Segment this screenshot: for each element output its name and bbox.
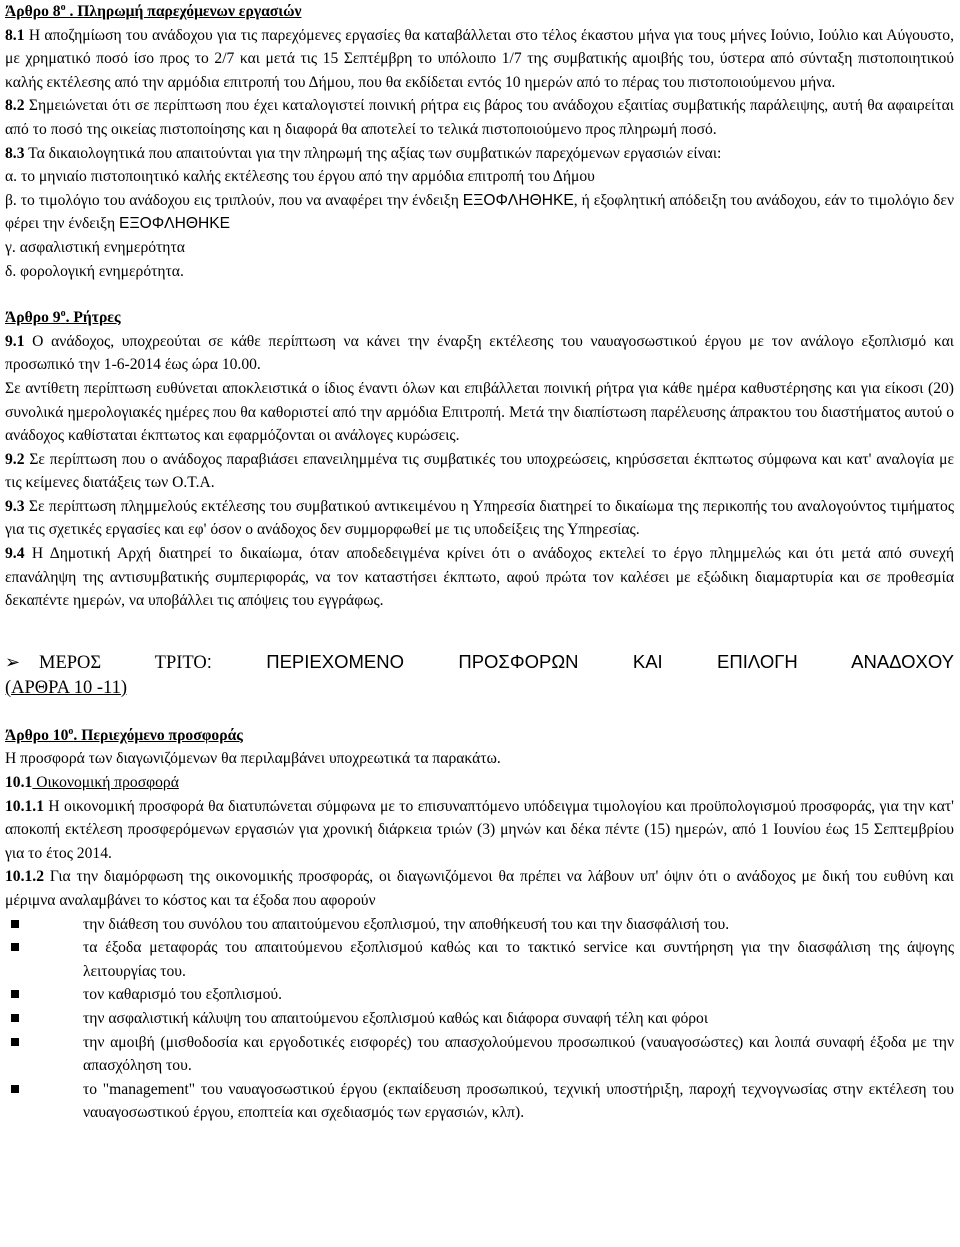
paragraph-number: 8.3 [5, 144, 25, 162]
heading-text: Άρθρο 9 [5, 309, 61, 327]
spacer [5, 283, 954, 306]
heading-text: . Πληρωμή παρεχόμενων εργασιών [65, 3, 302, 20]
paragraph-text: Σημειώνεται ότι σε περίπτωση που έχει καταλογιστεί ποινική ρήτρα εις βάρος του ανάδοχου εξαιτίας συμβατικής παράλειψης, αυτή θα αφαιρείται από το ποσό της οικείας πιστοποίησης και η διαφορά θα αποτελεί το τελικά πιστοποιούμενο προς πληρωμή ποσό. [5, 97, 954, 138]
list-item-d: δ. φορολογική ενημερότητα. [5, 262, 184, 280]
paragraph-9-1 [5, 330, 954, 377]
paragraph-8-1 [5, 24, 954, 95]
paragraph-number: 8.2 [5, 97, 25, 115]
list-item-b [5, 189, 954, 236]
title-text: ΜΕΡΟΣ ΤΡΙΤΟ [39, 652, 207, 673]
item-text: ΕΞΟΦΛΗΘΗΚΕ [119, 215, 231, 233]
arrow-bullet-icon: ➢ [5, 651, 21, 672]
paragraph-text: Η Δημοτική Αρχή διατηρεί το δικαίωμα, όταν αποδεδειγμένα κρίνει ότι ο ανάδοχος εκτελεί το έργο πλημμελώς και ότι μετά από συνεχή επανάληψη της αντισυμβατικής συμπεριφοράς, να τον καταστήσει έκπτωτο, αφού πρώτα τον καλέσει με εξώδικη διαμαρτυρία και σε προθεσμία δεκαπέντε ημερών, να υποβάλλει τις απόψεις του εγγράφως. [5, 545, 954, 610]
part-three-title [39, 649, 954, 676]
article-9-heading [5, 306, 954, 330]
paragraph-text: Ο ανάδοχος, υποχρεούται σε κάθε περίπτωση να κάνει την έναρξη εκτέλεσης του ναυαγοσωστικού έργου με τον ανάλογο εξοπλισμό και προσωπικό την 1-6-2014 έως ώρα 10.00. [5, 332, 954, 374]
paragraph-10-1-1 [5, 795, 954, 866]
list-item-a: α. το μηνιαίο πιστοποιητικό καλής εκτέλεσης του έργου από την αρμόδια επιτροπή του Δήμου [5, 168, 595, 186]
paragraph-number: 9.2 [5, 450, 25, 468]
article-8-heading [5, 0, 954, 24]
part-three-subtitle: (ΑΡΘΡΑ 10 -11) [5, 677, 128, 698]
paragraph-text: Η αποζημίωση του ανάδοχου για τις παρεχόμενες εργασίες θα καταβάλλεται στο τέλος έκαστου μήνα για τους μήνες Ιούνιο, Ιούλιο και Αύγουστο, με χρηματικό ποσό ίσο προς το 2/7 και μετά τις 15 Σεπτέμβρη το υπόλοιπο 1/7 της συμβατικής αμοιβής του, ύστερα από σύνταξη πιστοποιητικού καλής εκτέλεσης από την αρμόδια επιτροπή του Δήμου, που θα εκδίδεται εντός 10 ημερών από το πέρας του πιστοποιούμενου μήνα. [5, 26, 954, 91]
spacer [5, 613, 954, 636]
list-item: το "management" του ναυαγοσωστικού έργου (εκπαίδευση προσωπικού, τεχνική υποστήριξη, παροχή τεχνογνωσίας στην εκτέλεση του ναυαγοσωστικού έργου, εποπτεία και σχεδιασμός των εργασιών, κλπ). [83, 1078, 954, 1125]
paragraph-9-1-continued: Σε αντίθετη περίπτωση ευθύνεται αποκλειστικά ο ίδιος έναντι όλων και επιβάλλεται ποινική ρήτρα για κάθε ημέρα καθυστέρησης και για είκοσι (20) συνολικά ημερολογιακές ημέρες που θα καθοριστεί από την αρμόδια Επιτροπή. Μετά την διαπίστωση παρέλευσης άπρακτου του διαστήματος αυτού ο ανάδοχος καθίσταται έκπτωτος και εφαρμόζονται οι ανάλογες κυρώσεις. [5, 379, 954, 445]
paragraph-9-3 [5, 495, 954, 542]
paragraph-9-4 [5, 542, 954, 613]
item-text: ΕΞΟΦΛΗΘΗΚΕ [462, 191, 574, 209]
list-item: τον καθαρισμό του εξοπλισμού. [83, 983, 954, 1007]
section-10-1-heading [5, 771, 954, 795]
section-number: 10.1 [5, 774, 33, 792]
paragraph-text: Σε περίπτωση που ο ανάδοχος παραβιάσει επανειλημμένα τις συμβατικές του υποχρεώσεις, κηρύσσεται έκπτωτος σύμφωνα και κατ' αναλογία με τις κείμενες διατάξεις των Ο.Τ.Α. [5, 450, 954, 492]
article-10-intro: Η προσφορά των διαγωνιζόμενων θα περιλαμβάνει υποχρεωτικά τα παρακάτω. [5, 750, 501, 768]
paragraph-number: 9.4 [5, 545, 25, 563]
list-item: την διάθεση του συνόλου του απαιτούμενου εξοπλισμού, την αποθήκευσή του και την διασφάλισή του. [83, 913, 954, 937]
spacer [5, 636, 954, 649]
heading-text: . Ρήτρες [65, 309, 121, 327]
list-item: την αμοιβή (μισθοδοσία και εργοδοτικές εισφορές) του απασχολούμενου προσωπικού (ναυαγοσώστες) και λοιπά συναφή έξοδα με την απασχόληση του. [83, 1031, 954, 1078]
paragraph-number: 10.1.2 [5, 868, 44, 886]
superscript: ο [60, 2, 66, 13]
paragraph-number: 9.1 [5, 332, 25, 350]
list-item: τα έξοδα μεταφοράς του απαιτούμενου εξοπλισμού καθώς και το τακτικό service και συντήρηση για την διασφάλιση της άψογης λειτουργίας του. [83, 936, 954, 983]
heading-text: Άρθρο 10 [5, 726, 69, 744]
paragraph-text: Για την διαμόρφωση της οικονομικής προσφοράς, οι διαγωνιζόμενοι θα πρέπει να λάβουν υπ' όψιν ότι ο ανάδοχος με δική του ευθύνη και μέριμνα αναλαμβάνει το κόστος και τα έξοδα που αφορούν [5, 868, 954, 909]
cost-items-list [5, 913, 954, 1125]
paragraph-number: 10.1.1 [5, 797, 44, 815]
list-item: την ασφαλιστική κάλυψη του απαιτούμενου εξοπλισμού καθώς και διάφορα συναφή τέλη και φόροι [83, 1007, 954, 1031]
paragraph-number: 9.3 [5, 497, 25, 515]
superscript: ο [60, 308, 66, 320]
paragraph-text: Τα δικαιολογητικά που απαιτούνται για την πληρωμή της αξίας των συμβατικών παρεχόμενων εργασιών είναι: [24, 144, 722, 162]
heading-text: . Περιεχόμενο προσφοράς [73, 726, 243, 744]
list-item-c: γ. ασφαλιστική ενημερότητα [5, 238, 185, 256]
paragraph-number: 8.1 [5, 26, 25, 44]
paragraph-text: Η οικονομική προσφορά θα διατυπώνεται σύμφωνα με το επισυναπτόμενο υπόδειγμα τιμολογίου και προϋπολογισμού προσφοράς, για την κατ' αποκοπή εκτέλεση προσφερόμενων εργασιών για χρονική διάρκεια τριών (3) μηνών και δέκα πέντε (15) ημερών, από 1 Ιουνίου έως 15 Σεπτεμβρίου για το έτος 2014. [5, 797, 954, 862]
paragraph-8-3 [5, 142, 954, 166]
paragraph-10-1-2 [5, 865, 954, 912]
spacer [5, 701, 954, 724]
article-10-heading [5, 724, 954, 748]
paragraph-text: Σε περίπτωση πλημμελούς εκτέλεσης του συμβατικού αντικειμένου η Υπηρεσία διατηρεί το δικαίωμα της περικοπής του αναλογούντος τιμήματος για τις σχετικές εργασίες και εφ' όσον ο ανάδοχος δεν συμμορφωθεί με τις υποδείξεις της Υπηρεσίας. [5, 497, 954, 539]
item-text: β. το τιμολόγιο του ανάδοχου εις τριπλούν, που να αναφέρει την ένδειξη [5, 191, 463, 209]
superscript: ο [68, 725, 74, 737]
heading-text: Άρθρο 8 [5, 3, 61, 20]
document-page [5, 0, 954, 1125]
title-text: : ΠΕΡΙΕΧΟΜΕΝΟ ΠΡΟΣΦΟΡΩΝ ΚΑΙ ΕΠΙΛΟΓΗ ΑΝΑΔΟΧΟΥ [206, 650, 954, 672]
section-title: Οικονομική προσφορά [32, 774, 179, 792]
paragraph-9-2 [5, 448, 954, 495]
part-three-heading [5, 649, 954, 701]
item-text: , ή εξοφλητική απόδειξη του ανάδοχου, εάν το τιμολόγιο δεν φέρει την ένδειξη [5, 191, 955, 233]
paragraph-8-2 [5, 94, 954, 141]
